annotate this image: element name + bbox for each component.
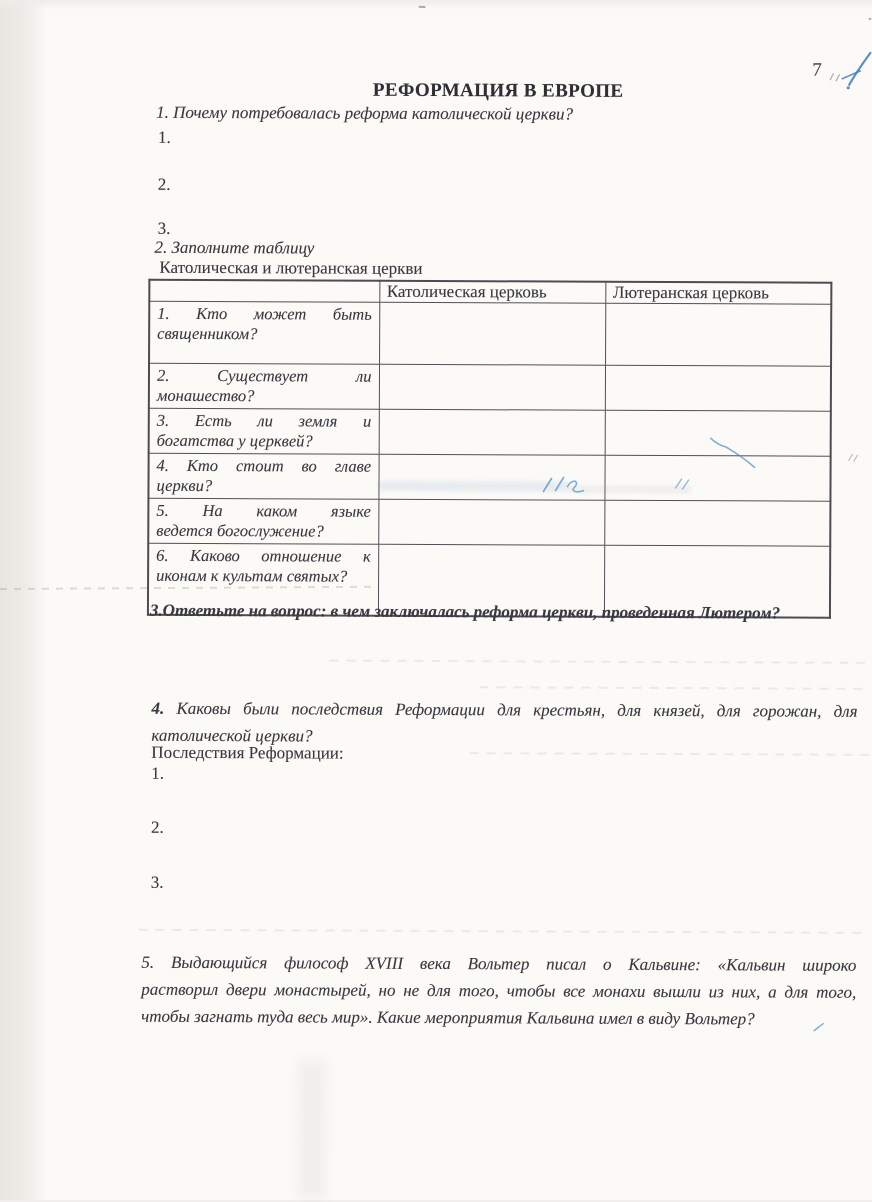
table-answer-cell [378, 499, 604, 545]
question-line: монашество? [156, 385, 255, 406]
table-answer-cell [378, 454, 604, 500]
table-answer-cell [604, 500, 830, 546]
paper-crease [139, 929, 864, 934]
table-question-3 [149, 408, 379, 454]
table-answer-cell [379, 409, 605, 455]
pencil-tick [849, 454, 858, 462]
question-4-number: 4. [151, 698, 165, 718]
paper-crease [480, 686, 870, 690]
question-line: священником? [157, 323, 258, 344]
consequences-heading: Последствия Реформации: [151, 742, 344, 763]
table-question-1 [149, 301, 379, 364]
page-title: РЕФОРМАЦИЯ В ЕВРОПЕ [372, 79, 624, 102]
table-answer-cell [605, 410, 831, 456]
question-line: чтобы загнать туда весь мир». Какие мероприятия Кальвина имел в виду Вольтер? [141, 1006, 755, 1029]
table-header-lutheran: Лютеранская церковь [605, 282, 831, 304]
comparison-table [147, 279, 832, 618]
table-row [149, 301, 831, 366]
question-line: 4. Кто стоит во главе [156, 455, 372, 476]
table-caption: Католическая и лютеранская церкви [159, 257, 423, 278]
question-1: 1. Почему потребовалась реформа католической церкви? [156, 102, 574, 124]
blank-item-1: 1. [151, 763, 165, 783]
table-answer-cell [605, 303, 831, 366]
blank-item-1: 1. [157, 127, 171, 147]
question-line: 3. Есть ли земля и [156, 410, 372, 431]
question-line: 5. Выдающийся философ XVIII века Вольтер писал о Кальвине: «Кальвин широко [141, 952, 857, 975]
question-line [151, 695, 857, 725]
erased-pen-smudge [378, 481, 568, 492]
paper-crease [469, 752, 869, 756]
table-row [149, 363, 831, 411]
table-answer-cell [604, 455, 830, 501]
question-line: богатства у церквей? [156, 430, 313, 451]
question-line: 1. Кто может быть [157, 303, 372, 324]
question-4-text: Каковы были последствия Реформации для крестьян, для князей, для горожан, для [176, 698, 858, 721]
blank-item-3: 3. [150, 872, 164, 892]
question-line: церкви? [156, 475, 213, 496]
table-answer-cell [379, 302, 605, 365]
question-line: католической церкви? [151, 725, 313, 746]
blank-item-2: 2. [150, 817, 164, 837]
question-line: 2. Существует ли [156, 365, 372, 386]
task-2-instruction: 2. Заполните таблицу [154, 237, 315, 258]
table-answer-cell [605, 365, 831, 411]
table-answer-cell [379, 364, 605, 410]
question-line: иконам к культам святых? [156, 565, 348, 586]
table-question-5 [148, 498, 378, 544]
table-row [149, 408, 831, 456]
table-header-catholic: Католическая церковь [379, 281, 605, 303]
blank-item-2: 2. [157, 174, 171, 194]
scan-speck [419, 6, 426, 8]
scan-speck [869, 18, 872, 20]
paper-shading [297, 1059, 326, 1199]
blank-item-3: 3. [157, 218, 171, 238]
paper-crease [330, 660, 865, 664]
question-line: 6. Каково отношение к [156, 545, 371, 566]
page-number: 7 [812, 59, 822, 81]
table-corner-cell [149, 280, 379, 303]
table-row [148, 453, 830, 501]
question-3: 3.Ответьте на вопрос: в чем заключалась реформа церкви, проведенная Лютером? [149, 600, 781, 623]
question-line: растворил двери монастырей, но не для того, чтобы все монахи вышли из них, а для того, [141, 979, 857, 1002]
table-question-2 [149, 363, 379, 409]
table-row [148, 498, 830, 546]
question-line: 5. На каком языке [156, 500, 371, 521]
question-5 [141, 949, 856, 1033]
table-question-4 [148, 453, 378, 499]
question-line: ведется богослужение? [156, 520, 324, 541]
pencil-smudge [566, 486, 691, 494]
table-header-row [149, 280, 831, 304]
